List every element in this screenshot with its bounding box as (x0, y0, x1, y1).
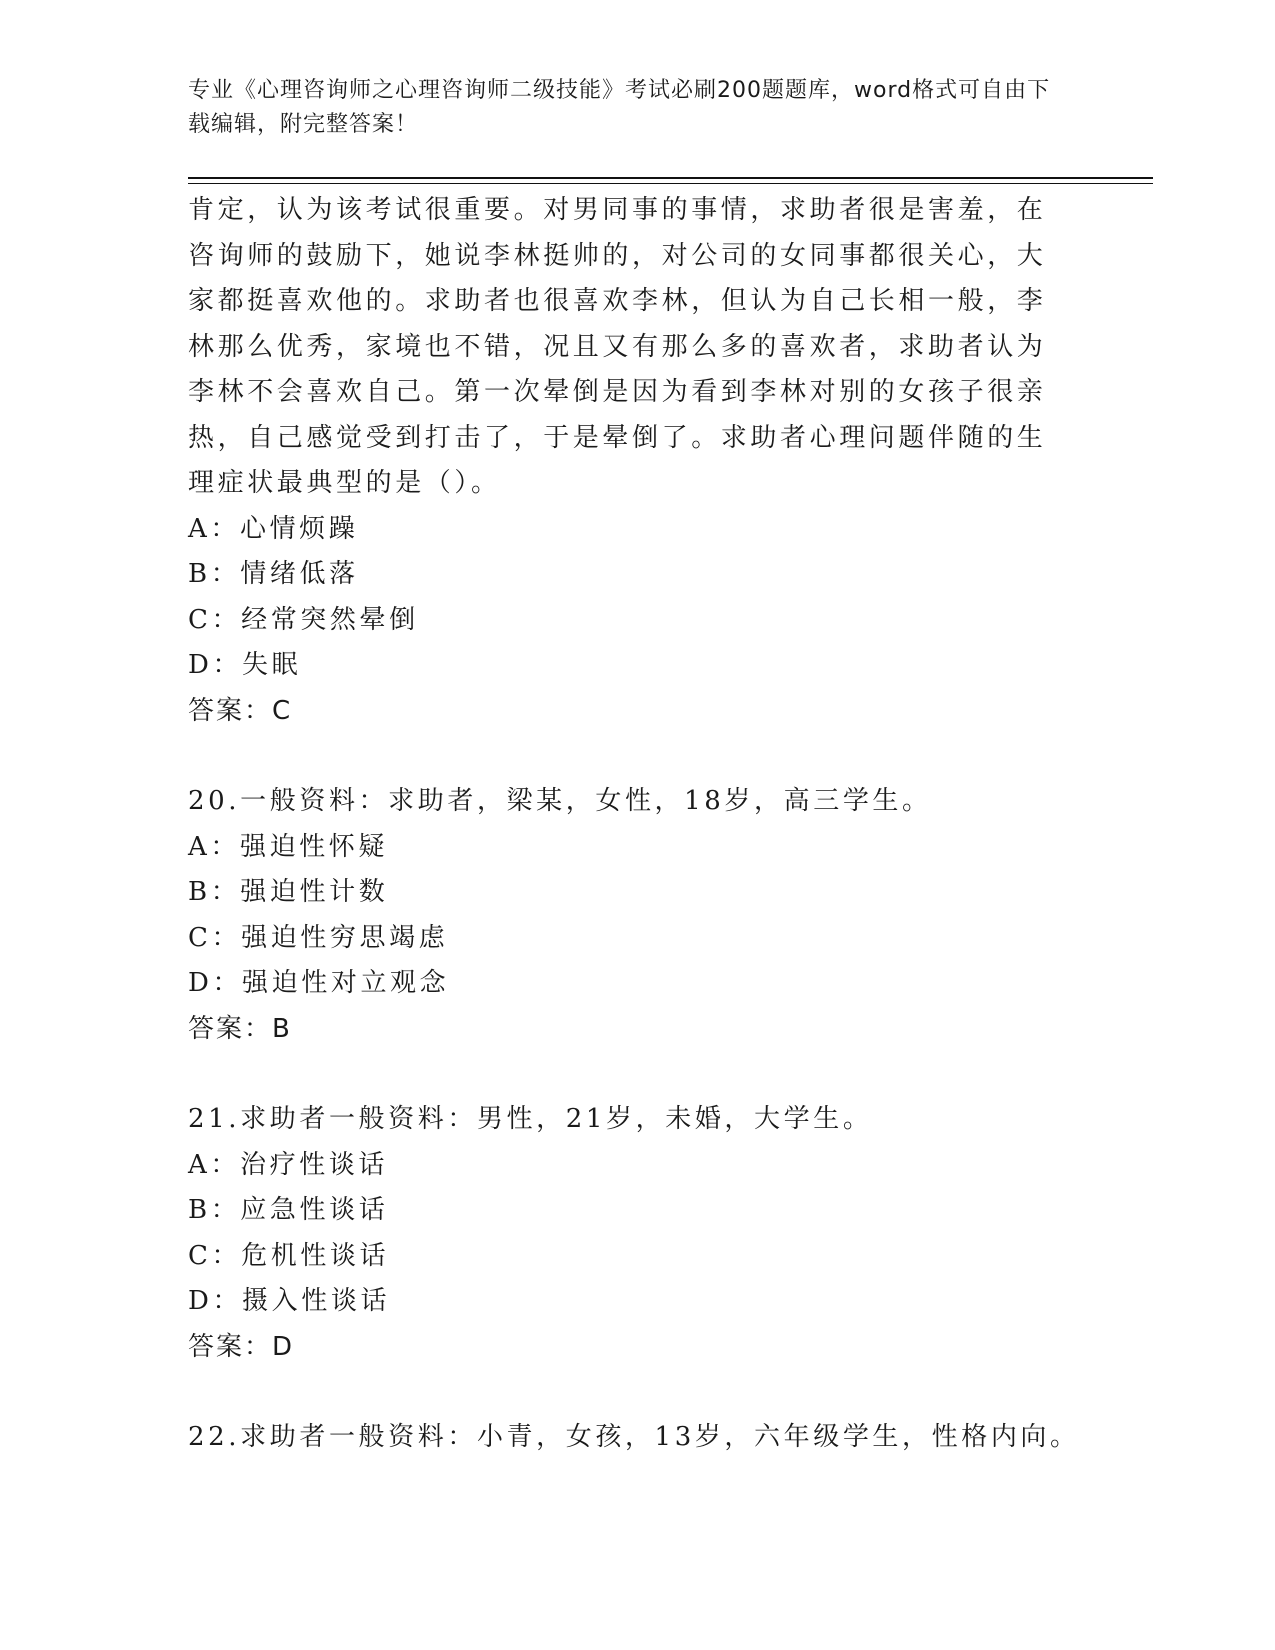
question-stem: 22.求助者一般资料：小青，女孩，13岁，六年级学生，性格内向。 (188, 1422, 1080, 1452)
option-a: A：治疗性谈话 (188, 1149, 388, 1180)
spacer (188, 1052, 1068, 1097)
option-d: D：摄入性谈话 (188, 1286, 391, 1316)
spacer (188, 734, 1068, 779)
document-header: 专业《心理咨询师之心理咨询师二级技能》考试必刷200题题库，word格式可自由下载编辑，附完整答案！ (188, 78, 1051, 137)
option-b: B：情绪低落 (188, 559, 359, 589)
option-d: D：强迫性对立观念 (188, 968, 450, 998)
question-block-21 (188, 1097, 1068, 1370)
option-a: A：强迫性怀疑 (188, 831, 388, 862)
header-rule-thick (188, 177, 1153, 179)
question-stem: 20.一般资料：求助者，梁某，女性，18岁，高三学生。 (188, 786, 932, 816)
option-d: D：失眠 (188, 650, 302, 680)
answer-line: 答案：D (188, 1331, 295, 1362)
question-stem: 肯定，认为该考试很重要。对男同事的事情，求助者很是害羞，在咨询师的鼓励下，她说李林挺帅的，对公司的女同事都很关心，大家都挺喜欢他的。求助者也很喜欢李林，但认为自己长相一般，李林那么优秀，家境也不错，况且又有那么多的喜欢者，求助者认为李林不会喜欢自己。第一次晕倒是因为看到李林对别的女孩子很亲热，自己感觉受到打击了，于是晕倒了。求助者心理问题伴随的生理症状最典型的是（）。 (188, 195, 1047, 498)
option-b: B：应急性谈话 (188, 1195, 389, 1225)
question-block-19 (188, 188, 1068, 734)
answer-line: 答案：B (188, 1013, 292, 1044)
question-block-20 (188, 779, 1068, 1052)
answer-line: 答案：C (188, 695, 293, 726)
question-stem: 21.求助者一般资料：男性，21岁，未婚，大学生。 (188, 1104, 873, 1134)
option-c: C：危机性谈话 (188, 1240, 390, 1271)
document-body (188, 188, 1080, 1461)
option-c: C：经常突然晕倒 (188, 604, 419, 635)
spacer (188, 1370, 1068, 1415)
option-c: C：强迫性穷思竭虑 (188, 922, 449, 953)
question-block-22 (188, 1415, 1080, 1461)
header-rule-thin (188, 183, 1153, 184)
option-a: A：心情烦躁 (188, 513, 359, 544)
option-b: B：强迫性计数 (188, 877, 389, 907)
